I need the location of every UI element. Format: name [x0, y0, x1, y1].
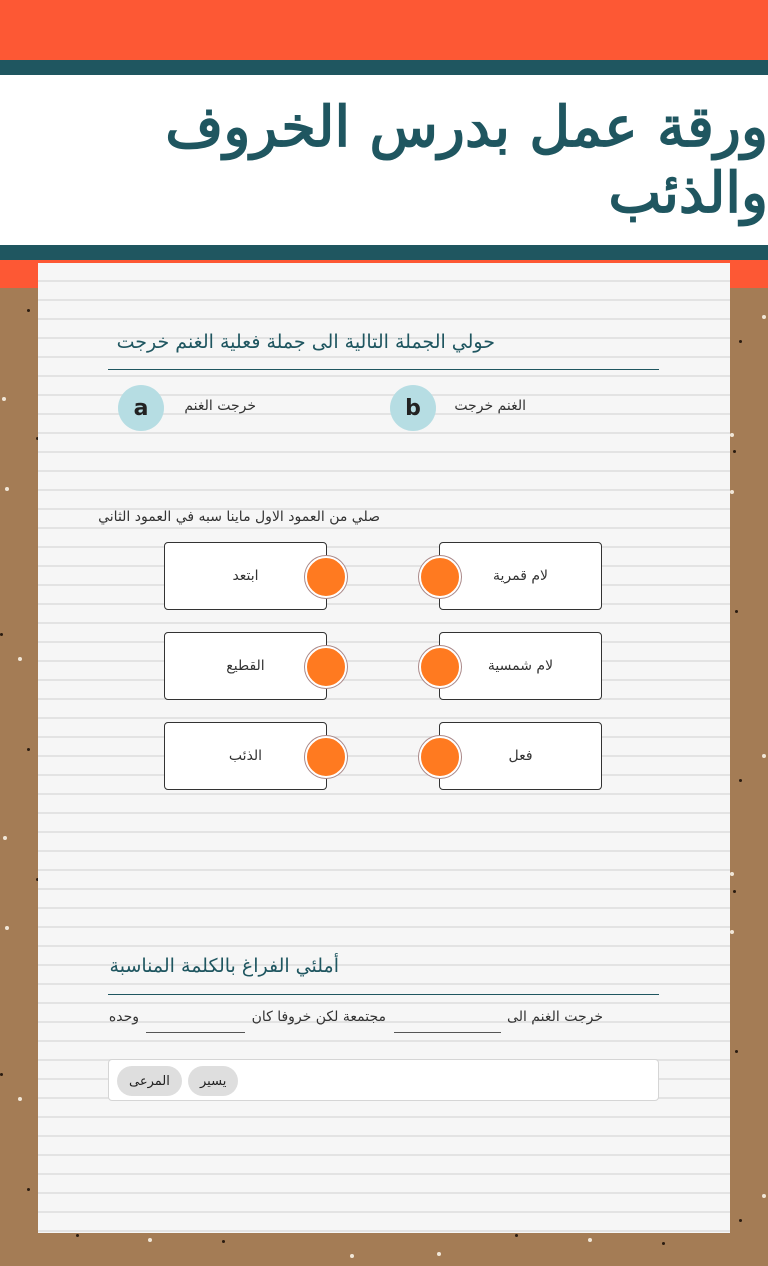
- word-bank: [108, 1059, 659, 1101]
- match-left-item[interactable]: ابتعد: [164, 542, 327, 610]
- option-b-text[interactable]: الغنم خرجت: [454, 398, 526, 414]
- question-2-instruction: صلي من العمود الاول ماينا سبه في العمود الثاني: [98, 509, 380, 525]
- question-1-title: حولي الجملة التالية الى جملة فعلية الغنم خرجت: [116, 331, 495, 353]
- top-banner: [0, 0, 768, 60]
- word-chip[interactable]: يسير: [188, 1066, 238, 1096]
- sentence-part-2: مجتمعة لكن خروفا كان: [251, 1009, 386, 1025]
- match-connector-dot[interactable]: [305, 646, 347, 688]
- option-a-badge[interactable]: a: [118, 385, 164, 431]
- match-connector-dot[interactable]: [419, 736, 461, 778]
- word-chip[interactable]: المرعى: [117, 1066, 182, 1096]
- option-b-badge[interactable]: b: [390, 385, 436, 431]
- match-right-item[interactable]: فعل: [439, 722, 602, 790]
- worksheet-sheet: [38, 263, 730, 1233]
- top-stripe: [0, 60, 768, 75]
- match-connector-dot[interactable]: [419, 556, 461, 598]
- question-3-divider: [108, 994, 659, 995]
- match-left-item[interactable]: الذئب: [164, 722, 327, 790]
- option-a-text[interactable]: خرجت الغنم: [184, 398, 256, 414]
- match-connector-dot[interactable]: [305, 556, 347, 598]
- question-1-divider: [108, 369, 659, 370]
- match-connector-dot[interactable]: [305, 736, 347, 778]
- fill-blank-2[interactable]: [146, 1032, 245, 1033]
- match-right-item[interactable]: لام شمسية: [439, 632, 602, 700]
- question-3-title: أملئي الفراغ بالكلمة المناسبة: [109, 955, 339, 977]
- page-title: ورقة عمل بدرس الخروف والذئب: [165, 94, 768, 226]
- match-left-item[interactable]: القطيع: [164, 632, 327, 700]
- sentence-part-3: وحده: [108, 1009, 139, 1025]
- match-right-item[interactable]: لام قمرية: [439, 542, 602, 610]
- fill-blank-1[interactable]: [394, 1032, 501, 1033]
- title-bottom-stripe: [0, 245, 768, 260]
- sentence-part-1: خرجت الغنم الى: [507, 1009, 603, 1025]
- match-connector-dot[interactable]: [419, 646, 461, 688]
